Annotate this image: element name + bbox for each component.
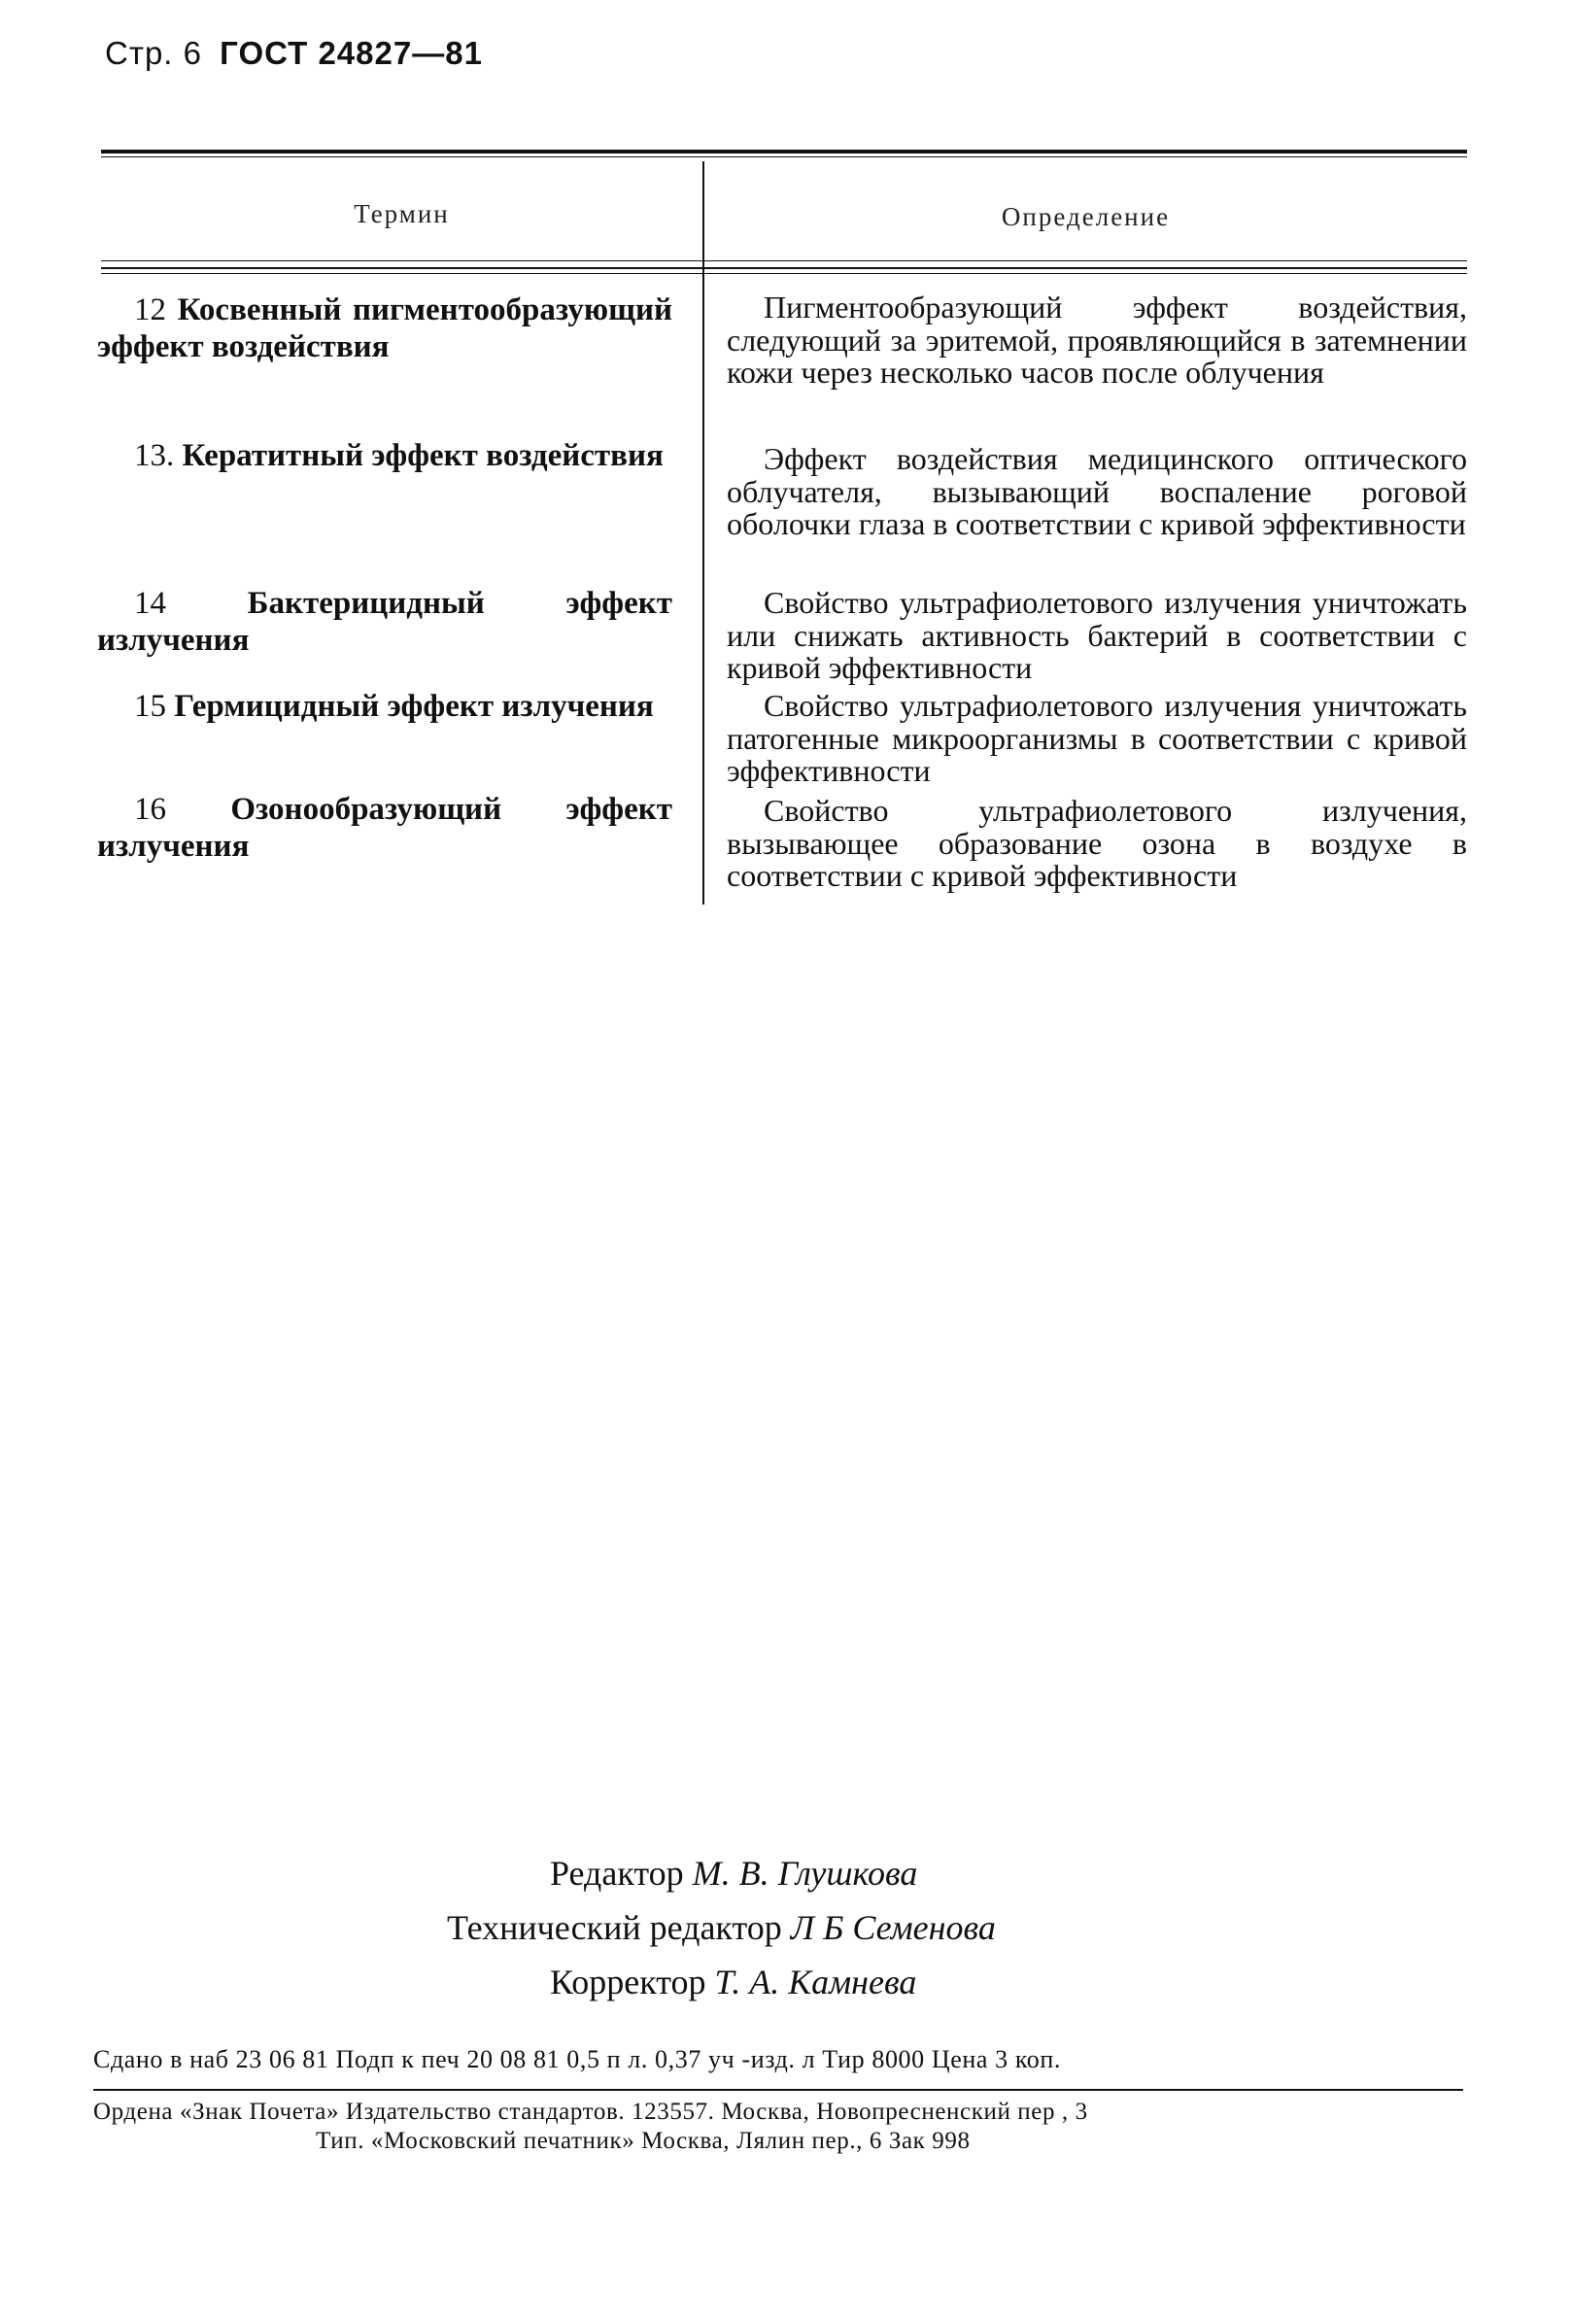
table-top-rule — [101, 150, 1467, 154]
editor-name: М. В. Глушкова — [692, 1854, 918, 1893]
definition-row-16: Свойство ультрафиолетового излучения, вызывающее образование озона в воздухе в соответствии с кривой эффективности — [727, 793, 1467, 893]
term-number: 13. — [134, 438, 175, 473]
term-name: Бактерицидный эффект излучения — [97, 586, 673, 658]
imprint-line-3: Тип. «Московский печатник» Москва, Лялин пер., 6 Зак 998 — [316, 2128, 971, 2154]
term-row-15 — [97, 688, 672, 725]
term-number: 12 — [134, 292, 166, 327]
page-header — [105, 35, 483, 72]
imprint-rule — [93, 2089, 1463, 2091]
editor-role: Редактор — [550, 1854, 684, 1893]
tech-editor-line — [427, 1900, 1127, 1955]
credits-block — [427, 1846, 1127, 2009]
term-name: Озонообразующий эффект излучения — [97, 792, 672, 864]
corrector-role: Корректор — [550, 1963, 706, 2001]
term-name: Косвенный пигментообразующий эффект воздействия — [97, 292, 672, 364]
column-header-term: Термин — [354, 199, 450, 228]
definition-row-15: Свойство ультрафиолетового излучения уничтожать патогенные микроорганизмы в соответствии с кривой эффективности — [727, 688, 1467, 788]
definition-row-13: Эффект воздействия медицинского оптического облучателя, вызывающий воспаление роговой оболочки глаза в соответствии с кривой эффективности — [727, 441, 1467, 541]
tech-editor-role: Технический редактор — [447, 1908, 782, 1947]
term-row-12 — [97, 291, 672, 365]
header-rule-1 — [101, 260, 1467, 261]
term-name: Кератитный эффект воздействия — [182, 438, 664, 473]
term-number: 15 — [134, 689, 166, 724]
definition-row-12: Пигментообразующий эффект воздействия, следующий за эритемой, проявляющийся в затемнении кожи через несколько часов после облучения — [727, 290, 1467, 390]
term-row-14 — [97, 585, 672, 659]
tech-editor-name: Л Б Семенова — [790, 1908, 996, 1947]
term-number: 16 — [134, 792, 166, 827]
imprint-line-2: Ордена «Знак Почета» Издательство стандартов. 123557. Москва, Новопресненский пер , 3 — [93, 2099, 1088, 2125]
header-rule-2 — [101, 267, 1467, 269]
column-header-definition: Определение — [1001, 202, 1171, 231]
corrector-name: Т. А. Камнева — [714, 1963, 917, 2001]
definition-row-14: Свойство ультрафиолетового излучения уничтожать или снижать активность бактерий в соответствии с кривой эффективности — [727, 585, 1467, 685]
editor-line — [427, 1846, 1127, 1900]
corrector-line — [427, 1955, 1127, 2009]
page-label: Стр. 6 — [105, 35, 202, 71]
header-rule-3 — [101, 273, 1467, 274]
term-row-16 — [97, 791, 672, 865]
imprint-line-1: Сдано в наб 23 06 81 Подп к печ 20 08 81 0,5 п л. 0,37 уч -изд. л Тир 8000 Цена 3 коп. — [93, 2045, 1061, 2073]
standard-number: ГОСТ 24827—81 — [220, 35, 483, 71]
term-name: Гермицидный эффект излучения — [174, 689, 654, 724]
table-top-rule-under — [101, 156, 1467, 157]
term-number: 14 — [134, 586, 166, 621]
term-row-13 — [97, 437, 672, 474]
